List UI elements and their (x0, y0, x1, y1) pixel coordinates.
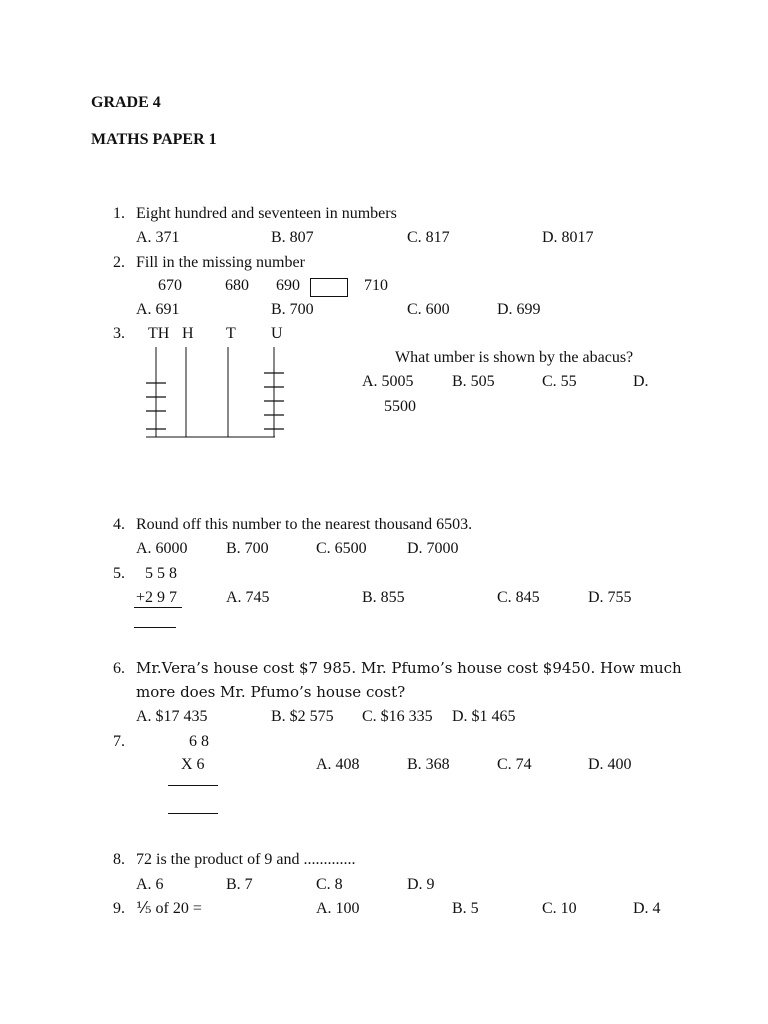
sequence-number: 690 (276, 277, 300, 294)
abacus-label-h: H (182, 325, 194, 342)
option-d: D. 7000 (407, 540, 459, 557)
option-b: B. 700 (226, 540, 269, 557)
option-c: C. 10 (542, 900, 577, 917)
question-number: 3. (113, 325, 125, 342)
abacus-rods (156, 347, 274, 437)
option-a: A. $17 435 (136, 708, 208, 725)
option-d: D. 8017 (542, 229, 594, 246)
question-number: 7. (113, 733, 125, 750)
missing-number-box (310, 278, 348, 297)
option-d: D. (633, 373, 649, 390)
question-text: 72 is the product of 9 and ............. (136, 851, 356, 868)
abacus-label-th: TH (148, 325, 170, 342)
abacus-diagram (140, 345, 290, 445)
option-b: B. 505 (452, 373, 495, 390)
option-b: B. 368 (407, 756, 450, 773)
option-b: B. 700 (271, 301, 314, 318)
option-b: B. 807 (271, 229, 314, 246)
question-number: 5. (113, 565, 125, 582)
option-d: D. 400 (588, 756, 632, 773)
sum-underline (134, 607, 182, 608)
option-a: A. 745 (226, 589, 270, 606)
question-number: 8. (113, 851, 125, 868)
sequence-number: 670 (158, 277, 182, 294)
option-c: C. 600 (407, 301, 450, 318)
option-a: A. 6000 (136, 540, 188, 557)
question-text: Round off this number to the nearest thousand 6503. (136, 516, 473, 533)
option-b: B. 855 (362, 589, 405, 606)
option-a: A. 6 (136, 876, 164, 893)
option-c: C. 845 (497, 589, 540, 606)
question-number: 2. (113, 254, 125, 271)
question-number: 4. (113, 516, 125, 533)
option-a: A. 371 (136, 229, 180, 246)
abacus-beads (146, 373, 284, 429)
option-b: B. 7 (226, 876, 253, 893)
question-text-line1: Mr.Vera’s house cost $7 985. Mr. Pfumo’s house cost $9450. How much (136, 659, 682, 677)
option-d: D. 4 (633, 900, 661, 917)
multiplier: X 6 (181, 756, 205, 773)
question-number: 9. (113, 900, 125, 917)
option-c: C. $16 335 (362, 708, 433, 725)
option-d: D. 755 (588, 589, 632, 606)
question-text-line2: more does Mr. Pfumo’s house cost? (136, 683, 406, 701)
option-a: A. 691 (136, 301, 180, 318)
multiplicand: 6 8 (189, 733, 209, 750)
addend-bottom: +2 9 7 (136, 589, 178, 606)
option-b: B. 5 (452, 900, 479, 917)
question-number: 1. (113, 205, 125, 222)
option-c: C. 817 (407, 229, 450, 246)
answer-line (134, 627, 176, 628)
option-c: C. 8 (316, 876, 343, 893)
option-d: D. $1 465 (452, 708, 516, 725)
answer-line (168, 813, 218, 814)
option-a: A. 408 (316, 756, 360, 773)
question-text: Eight hundred and seventeen in numbers (136, 205, 397, 222)
question-text: Fill in the missing number (136, 254, 305, 271)
addend-top: 5 5 8 (145, 565, 177, 582)
abacus-label-t: T (226, 325, 236, 342)
paper-title: MATHS PAPER 1 (91, 131, 217, 148)
option-c: C. 6500 (316, 540, 367, 557)
question-text: What umber is shown by the abacus? (395, 349, 634, 366)
question-number: 6. (113, 660, 125, 677)
option-a: A. 100 (316, 900, 360, 917)
option-d: D. 699 (497, 301, 541, 318)
sequence-number: 710 (364, 277, 388, 294)
option-d-value: 5500 (384, 398, 416, 415)
option-c: C. 74 (497, 756, 532, 773)
option-c: C. 55 (542, 373, 577, 390)
grade-heading: GRADE 4 (91, 94, 161, 111)
option-d: D. 9 (407, 876, 435, 893)
question-text: ⅕ of 20 = (136, 900, 202, 917)
option-a: A. 5005 (362, 373, 414, 390)
abacus-label-u: U (271, 325, 283, 342)
sequence-number: 680 (225, 277, 249, 294)
option-b: B. $2 575 (271, 708, 334, 725)
product-underline (168, 785, 218, 786)
